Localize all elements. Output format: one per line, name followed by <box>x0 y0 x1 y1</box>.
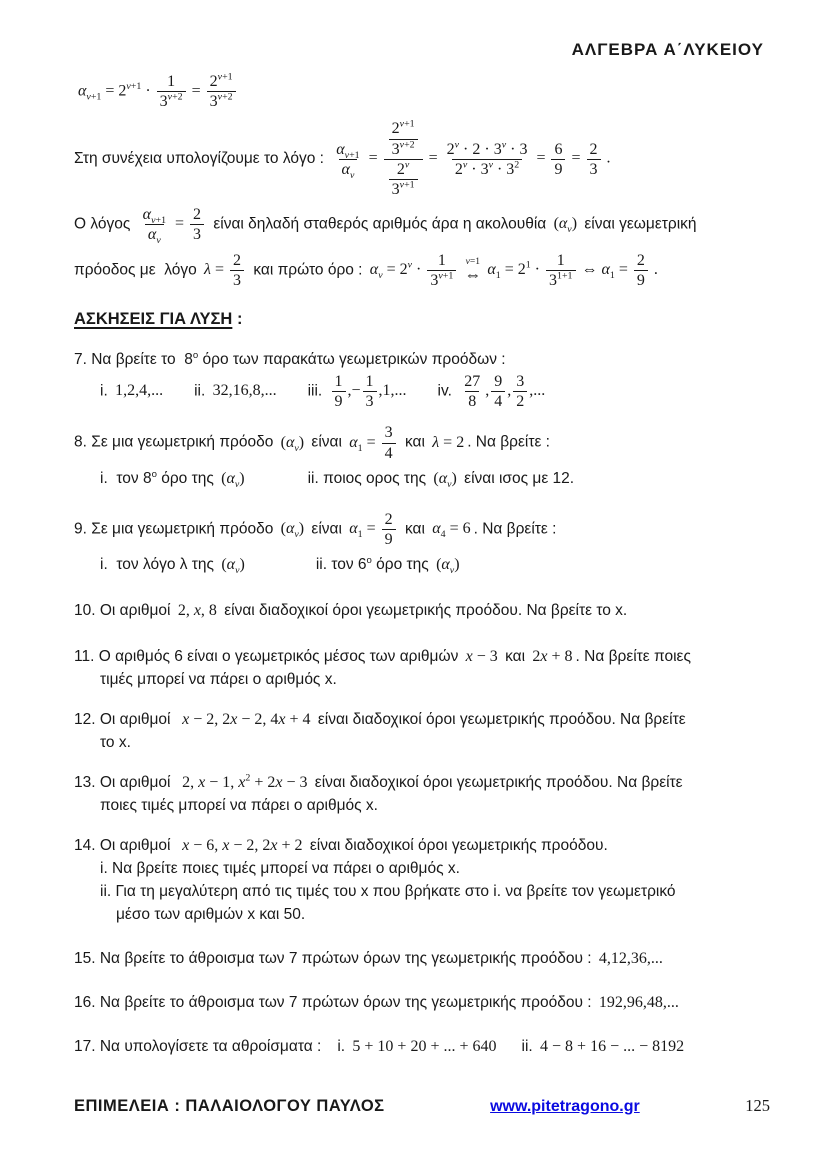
math-segment: $\frac{27}{8}$ , $\frac{9}{4}$ , $\frac{3}{2}$ ,... <box>464 373 546 411</box>
exercise-line <box>74 904 768 926</box>
exercise-line <box>74 709 768 731</box>
exercise-line <box>74 881 768 903</box>
text-segment: και <box>400 520 430 538</box>
text-segment: 12. Οι αριθμοί <box>74 711 180 729</box>
page-footer <box>74 1096 770 1116</box>
text-segment: ii. ποιος ορος της <box>307 469 431 487</box>
exercise-line <box>74 772 768 794</box>
exercise-list <box>74 345 768 1059</box>
text-segment: i. <box>337 1038 350 1056</box>
math-segment: $\frac{\alpha_{\nu+1}}{\alpha_\nu}$ = $\frac{2}{3}$ <box>138 215 206 232</box>
math-segment: $\frac{1}{9}$ ,− $\frac{1}{3}$ ,1,... <box>330 382 407 399</box>
exercise <box>74 345 768 412</box>
text-segment: 17. Να υπολογίσετε τα αθροίσματα : <box>74 1038 322 1056</box>
text-segment: ii. τον 6 <box>315 556 367 574</box>
exercise-line <box>74 646 768 668</box>
ratio-computation-line <box>74 119 768 199</box>
math-segment: 4,12,36,... <box>598 950 663 968</box>
math-segment: 5 + 10 + 20 + ... + 640 <box>352 1038 497 1056</box>
text-segment: 7. Να βρείτε το 8 <box>74 351 193 369</box>
exercise <box>74 709 768 754</box>
text-segment: μέσο των αριθμών x και 50. <box>116 906 306 924</box>
exercise <box>74 1036 768 1058</box>
exercise-line <box>74 795 768 817</box>
exercises-heading <box>74 310 768 329</box>
conclusion-line-1 <box>74 205 768 247</box>
text-segment: i. Να βρείτε ποιες τιμές μπορεί να πάρει ο αριθμός x. <box>100 860 460 878</box>
text-segment: είναι δηλαδή σταθερός αριθμός άρα η ακολουθία <box>209 215 551 233</box>
text-segment: . Να βρείτε : <box>473 520 557 538</box>
text-segment: i. τον λόγο λ της <box>100 556 219 574</box>
math-segment: x − 2, 2x − 2, 4x + 4 <box>182 711 311 729</box>
text-segment: πρόοδος με λόγο <box>74 260 202 278</box>
text-segment: 9. Σε μια γεωμετρική πρόοδο <box>74 520 278 538</box>
text-segment: ii. <box>521 1038 537 1056</box>
text-segment: 13. Οι αριθμοί <box>74 774 180 792</box>
exercise-line <box>74 510 768 549</box>
exercise-line <box>74 423 768 462</box>
text-segment: i. τον 8 <box>100 469 152 487</box>
text-segment: είναι γεωμετρική <box>580 215 697 233</box>
text-segment: ii. <box>194 382 210 400</box>
math-segment: x − 6, x − 2, 2x + 2 <box>182 837 303 855</box>
exercise <box>74 646 768 691</box>
text-segment: είναι <box>307 520 347 538</box>
superscript: ο <box>151 468 157 480</box>
superscript: ο <box>192 349 199 361</box>
ratio-intro-text: Στη συνέχεια υπολογίζουμε το λόγο : <box>74 150 329 168</box>
math-segment: λ = $\frac{2}{3}$ <box>204 261 246 278</box>
exercise-line <box>74 1036 768 1058</box>
text-segment: 15. Να βρείτε το άθροισμα των 7 πρώτων όρων της γεωμετρικής προόδου : <box>74 950 596 968</box>
text-segment: i. <box>100 382 113 400</box>
exercise-line <box>74 732 768 754</box>
math-segment: $(\alpha_\nu)$ <box>433 469 457 491</box>
math-segment: x − 3 <box>465 648 498 666</box>
math-segment: 32,16,8,... <box>212 382 277 400</box>
superscript: ο <box>366 555 372 567</box>
exercise-line <box>74 464 768 490</box>
math-segment: λ = 2 <box>432 433 465 451</box>
page-title: ΑΛΓΕΒΡΑ Α΄ΛΥΚΕΙΟΥ <box>571 40 764 59</box>
exercise-line <box>74 550 768 576</box>
text-segment: τιμές μπορεί να πάρει ο αριθμός x. <box>100 671 337 689</box>
exercise <box>74 948 768 970</box>
text-segment: ii. Για τη μεγαλύτερη από τις τιμές του x που βρήκατε στο i. να βρείτε τον γεωμετρικό <box>100 883 676 901</box>
text-segment: είναι διαδοχικοί όροι γεωμετρικής προόδου. Να βρείτε το x. <box>219 602 628 620</box>
math-segment: $\alpha_1$ = $\frac{3}{4}$ <box>349 434 397 451</box>
exercise-line <box>74 858 768 880</box>
math-segment: 4 − 8 + 16 − ... − 8192 <box>540 1038 685 1056</box>
text-segment: 16. Να βρείτε το άθροισμα των 7 πρώτων όρων της γεωμετρικής προόδου : <box>74 994 596 1012</box>
exercises-heading-text: ΑΣΚΗΣΕΙΣ ΓΙΑ ΛΥΣΗ <box>74 309 233 328</box>
text-segment: ποιες τιμές μπορεί να πάρει ο αριθμός x. <box>100 797 378 815</box>
text-segment: . Να βρείτε : <box>467 433 550 451</box>
exercise-line <box>74 345 768 371</box>
text-segment: 14. Οι αριθμοί <box>74 837 180 855</box>
text-segment: 10. Οι αριθμοί <box>74 602 175 620</box>
conclusion-line-2 <box>74 251 768 290</box>
text-segment: όρο της <box>156 469 219 487</box>
math-segment: $(\alpha_\nu)$ <box>221 469 245 491</box>
text-segment: και <box>400 433 430 451</box>
math-segment: $(\alpha_\nu)$ <box>280 520 305 541</box>
exercise <box>74 772 768 817</box>
math-segment: 2x + 8 <box>532 648 573 666</box>
text-segment: όρο των παρακάτω γεωμετρικών προόδων : <box>198 351 506 369</box>
exercise <box>74 423 768 490</box>
text-segment: 8. Σε μια γεωμετρική πρόοδο <box>74 433 278 451</box>
text-segment: Ο λόγος <box>74 215 135 233</box>
text-segment: είναι ισος με 12. <box>459 469 575 487</box>
math-segment: $\alpha_\nu = 2^\nu$ · $\frac{1}{3^{\nu+1}}$ ν=1 ⇔ $\alpha_1 = 2^1$ · $\frac{1}{3^{1+1}}$ ⇔ $\alpha_1$ = $\frac{2}{9}$ . <box>369 251 658 289</box>
text-segment: 11. Ο αριθμός 6 είναι ο γεωμετρικός μέσος των αριθμών <box>74 648 463 666</box>
exercise-line <box>74 372 768 411</box>
math-segment: $(\alpha_\nu)$ <box>553 215 578 236</box>
text-segment: και πρώτο όρο : <box>249 260 367 278</box>
text-segment: είναι διαδοχικοί όροι γεωμετρικής προόδου. Να βρείτε <box>313 711 686 729</box>
exercise-line <box>74 992 768 1014</box>
math-segment: $(\alpha_\nu)$ <box>280 433 305 454</box>
footer-credit: ΕΠΙΜΕΛΕΙΑ : ΠΑΛΑΙΟΛΟΓΟΥ ΠΑΥΛΟΣ <box>74 1097 385 1115</box>
exercise <box>74 835 768 926</box>
text-segment: . Να βρείτε ποιες <box>575 648 691 666</box>
math-segment: $\alpha_4 = 6$ <box>432 520 471 541</box>
math-segment: $(\alpha_\nu)$ <box>436 556 460 577</box>
footer-website-link[interactable]: www.pitetragono.gr <box>490 1098 640 1115</box>
exercise-line <box>74 835 768 857</box>
page-number: 125 <box>745 1096 770 1115</box>
math-segment: $\alpha_1$ = $\frac{2}{9}$ <box>349 520 397 537</box>
text-segment: το x. <box>100 734 131 752</box>
text-segment: όρο της <box>371 556 434 574</box>
exercise <box>74 992 768 1014</box>
math-segment: 2, x, 8 <box>177 602 217 620</box>
exercises-heading-colon: : <box>232 309 243 328</box>
text-segment: iv. <box>437 382 457 400</box>
text-segment: είναι <box>307 433 347 451</box>
formula-a-nu-plus-1: $\alpha_{\nu+1} = 2^{\nu+1}$ · $\frac{1}{3^{\nu+2}}$ = $\frac{2^{\nu+1}}{3^{\nu+2}}$ <box>78 72 765 111</box>
math-segment: 192,96,48,... <box>598 994 679 1012</box>
exercise <box>74 510 768 577</box>
math-segment: 1,2,4,... <box>115 382 164 400</box>
exercise-line <box>74 600 768 622</box>
exercise-line <box>74 948 768 970</box>
text-segment: είναι διαδοχικοί όροι γεωμετρικής προόδου. <box>305 837 608 855</box>
math-segment: 2, x − 1, $x^2 + 2x - 3$ <box>182 773 308 792</box>
exercise <box>74 600 768 622</box>
text-segment: iii. <box>307 382 327 400</box>
text-segment: είναι διαδοχικοί όροι γεωμετρικής προόδου. Να βρείτε <box>310 774 683 792</box>
ratio-formula: $\frac{\alpha_{\nu+1}}{\alpha_\nu}$ = $\frac{\frac{2^{\nu+1}}{3^{\nu+2}}}{\frac{2^\nu}{3^{\nu+1}}}$ = $\frac{2^\nu \cdot 2 \cdot 3^\nu \cdot 3}{2^\nu \cdot 3^\nu \cdot 3^2}$ = $\frac{6}{9}$ = $\frac{2}{3}$ . <box>336 119 611 198</box>
math-segment: $(\alpha_\nu)$ <box>221 556 245 577</box>
text-segment: και <box>500 648 530 666</box>
exercise-line <box>74 669 768 691</box>
